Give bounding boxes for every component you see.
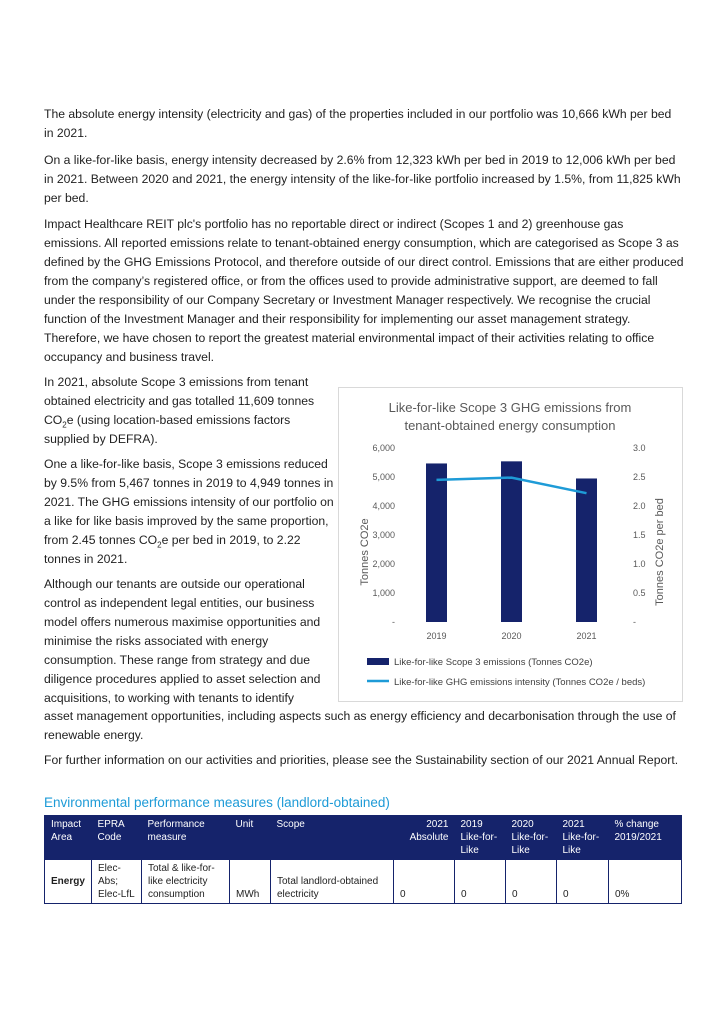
paragraph-energy-intensity: The absolute energy intensity (electricity and gas) of the properties included in our portfolio was 10,666 kWh per bed in 2021. — [44, 107, 672, 140]
header-performance-measure: Performance measure — [142, 816, 230, 860]
y-tick-label: 1,000 — [372, 588, 395, 598]
cell-percent-change: 0% — [609, 860, 682, 904]
y2-tick-label: 1.0 — [633, 559, 646, 569]
x-tick-label: 2021 — [576, 631, 597, 641]
chart-title-line1: Like-for-like Scope 3 GHG emissions from — [388, 400, 632, 415]
cell-2020-lfl: 0 — [506, 860, 557, 904]
y-tick-label: - — [392, 617, 395, 627]
y-tick-label: 3,000 — [372, 530, 395, 540]
paragraph-like-for-like-intensity: On a like-for-like basis, energy intensity decreased by 2.6% from 12,323 kWh per bed in 2019 to 12,006 kWh per bed in 2021. Between 2020 and 2021, the energy intensity of the like-for-like portfolio increased by 1.5%, from 11,825 kWh per bed. — [44, 153, 681, 205]
y2-tick-label: 2.5 — [633, 472, 646, 482]
performance-table — [44, 815, 682, 904]
paragraph-tenants-control-continued: asset management opportunities, including aspects such as energy efficiency and decarbonisation through the use of renewable energy. — [44, 709, 676, 742]
cell-2021-absolute: 0 — [394, 860, 455, 904]
header-2021-absolute: 2021 Absolute — [394, 816, 455, 860]
paragraph-further-information: For further information on our activities and priorities, please see the Sustainability section of our 2021 Annual Report. — [44, 753, 679, 767]
table-row — [45, 860, 682, 904]
y-tick-label: 6,000 — [372, 443, 395, 453]
header-2021-lfl: 2021 Like-for-Like — [557, 816, 609, 860]
cell-unit: MWh — [230, 860, 271, 904]
paragraph-tenants-control: Although our tenants are outside our operational control as independent legal entities, our business model offers numerous maximise opportunities and minimise the risks associated with energy consumption. These range from strategy and due diligence procedures applied to asset selection and acquisitions, to working with tenants to identify — [44, 577, 321, 705]
y-axis-label: Tonnes CO2e — [359, 518, 371, 586]
cell-impact-area: Energy — [45, 860, 92, 904]
bar-2021 — [576, 478, 597, 622]
legend-line-label: Like-for-like GHG emissions intensity (Tonnes CO2e / beds) — [394, 677, 646, 688]
y2-tick-label: - — [633, 617, 636, 627]
cell-epra-code: Elec-Abs; Elec-LfL — [92, 860, 142, 904]
chart-title-line2: tenant-obtained energy consumption — [404, 418, 616, 433]
legend-bar-swatch — [367, 658, 389, 665]
y2-tick-label: 0.5 — [633, 588, 646, 598]
cell-2021-lfl: 0 — [557, 860, 609, 904]
emissions-chart — [338, 387, 683, 702]
legend-bar-label: Like-for-like Scope 3 emissions (Tonnes CO2e) — [394, 657, 593, 668]
y-tick-label: 4,000 — [372, 501, 395, 511]
y-tick-label: 2,000 — [372, 559, 395, 569]
paragraph-absolute-scope3: In 2021, absolute Scope 3 emissions from tenant obtained electricity and gas totalled 11,609 tonnes $CO_2e$ (using location-based emissions factors supplied by DEFRA). — [44, 375, 315, 446]
header-impact-area: Impact Area — [45, 816, 92, 860]
bar-2019 — [426, 463, 447, 622]
header-2019-lfl: 2019 Like-for-Like — [455, 816, 506, 860]
y2-tick-label: 1.5 — [633, 530, 646, 540]
cell-scope: Total landlord-obtained electricity — [271, 860, 394, 904]
y-tick-label: 5,000 — [372, 472, 395, 482]
y2-tick-label: 3.0 — [633, 443, 646, 453]
emissions-chart-svg — [339, 388, 682, 701]
bar-2020 — [501, 461, 522, 622]
table-header-row — [45, 816, 682, 860]
header-percent-change: % change 2019/2021 — [609, 816, 682, 860]
cell-performance-measure: Total & like-for-like electricity consumption — [142, 860, 230, 904]
header-scope: Scope — [271, 816, 394, 860]
header-epra-code: EPRA Code — [92, 816, 142, 860]
section-title: Environmental performance measures (landlord-obtained) — [44, 795, 390, 810]
x-tick-label: 2019 — [426, 631, 447, 641]
y2-tick-label: 2.0 — [633, 501, 646, 511]
paragraph-like-for-like-scope3: One a like-for-like basis, Scope 3 emissions reduced by 9.5% from 5,467 tonnes in 2019 to 4,949 tonnes in 2021. The GHG emissions intensity of our portfolio on a like for like basis improved by the same proportion, from 2.45 tonnes $CO_2e$ per bed in 2019, to 2.22 tonnes in 2021. — [44, 457, 334, 566]
x-tick-label: 2020 — [501, 631, 522, 641]
paragraph-scope-emissions: Impact Healthcare REIT plc's portfolio has no reportable direct or indirect (Scopes 1 and 2) greenhouse gas emissions. All reported emissions relate to tenant-obtained energy consumption, which are categorised as Scope 3 as defined by the GHG Emissions Protocol, and therefore outside of our direct control. Emissions that are either produced from the company’s registered office, or from the offices used to provide administrative support, are deemed to fall under the responsibility of our Company Secretary or Investment Manager respectively. We recognise the crucial function of the Investment Manager and their responsibility for implementing our asset management strategy. Therefore, we have chosen to report the greatest material environmental impact of their activities relating to office occupancy and business travel. — [44, 217, 684, 364]
y2-axis-label: Tonnes CO2e per bed — [654, 498, 666, 606]
header-2020-lfl: 2020 Like-for-Like — [506, 816, 557, 860]
header-unit: Unit — [230, 816, 271, 860]
cell-2019-lfl: 0 — [455, 860, 506, 904]
